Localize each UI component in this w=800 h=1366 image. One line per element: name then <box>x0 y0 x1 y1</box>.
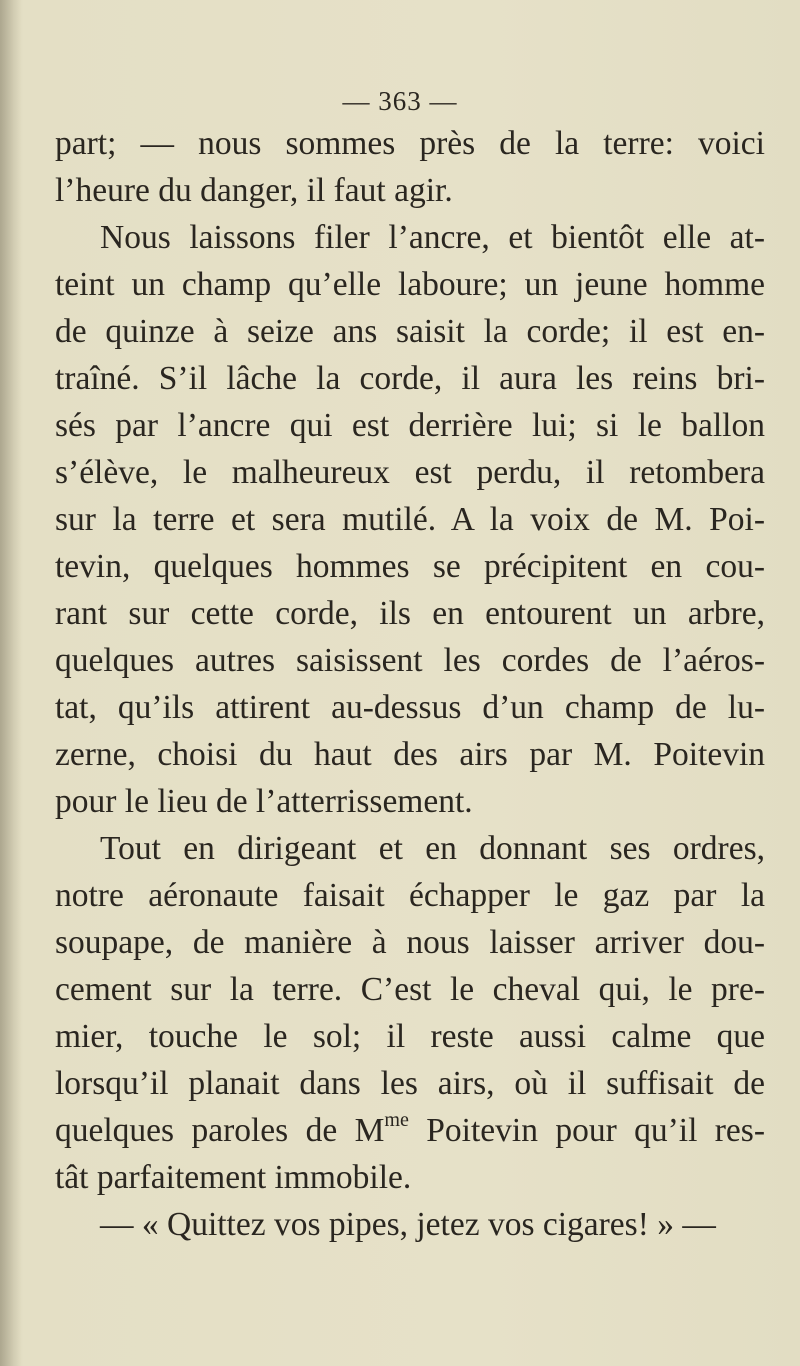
text-line: notre aéronaute faisait échapper le gaz par la <box>55 877 765 914</box>
text-line: tat, qu’ils attirent au-dessus d’un champ de lu- <box>55 689 765 726</box>
text-line: s’élève, le malheureux est perdu, il retombera <box>55 454 765 491</box>
text-line: part; — nous sommes près de la terre: voici <box>55 125 765 162</box>
binding-gutter-shadow <box>0 0 22 1366</box>
text-line <box>55 1107 765 1154</box>
text-line: Nous laissons filer l’ancre, et bientôt elle at- <box>100 219 765 256</box>
text-line: sés par l’ancre qui est derrière lui; si le ballon <box>55 407 765 444</box>
text-line: quelques autres saisissent les cordes de l’aéros- <box>55 642 765 679</box>
text-line: traîné. S’il lâche la corde, il aura les reins bri- <box>55 360 765 397</box>
text-line: cement sur la terre. C’est le cheval qui, le pre- <box>55 971 765 1008</box>
text-line: soupape, de manière à nous laisser arriver dou- <box>55 924 765 961</box>
text-line: rant sur cette corde, ils en entourent un arbre, <box>55 595 765 632</box>
superscript-abbreviation: me <box>384 1108 409 1131</box>
text-line: de quinze à seize ans saisit la corde; il est en- <box>55 313 765 350</box>
text-line: sur la terre et sera mutilé. A la voix de M. Poi- <box>55 501 765 538</box>
text-fragment: Poitevin pour qu’il res- <box>408 1112 765 1149</box>
page-number-header: — 363 — <box>342 86 458 116</box>
text-line: l’heure du danger, il faut agir. <box>55 172 453 209</box>
text-line: pour le lieu de l’atterrissement. <box>55 783 473 820</box>
dialogue-line: — « Quittez vos pipes, jetez vos cigares! » — <box>100 1206 716 1243</box>
text-line: tât parfaitement immobile. <box>55 1159 412 1196</box>
text-line: lorsqu’il planait dans les airs, où il suffisait de <box>55 1065 765 1102</box>
text-line: teint un champ qu’elle laboure; un jeune homme <box>55 266 765 303</box>
text-line: Tout en dirigeant et en donnant ses ordres, <box>100 830 765 867</box>
text-line: zerne, choisi du haut des airs par M. Poitevin <box>55 736 765 773</box>
body-text <box>55 120 765 1248</box>
text-fragment: quelques paroles de M <box>55 1112 385 1149</box>
text-line: tevin, quelques hommes se précipitent en cou- <box>55 548 765 585</box>
text-line: mier, touche le sol; il reste aussi calme que <box>55 1018 765 1055</box>
